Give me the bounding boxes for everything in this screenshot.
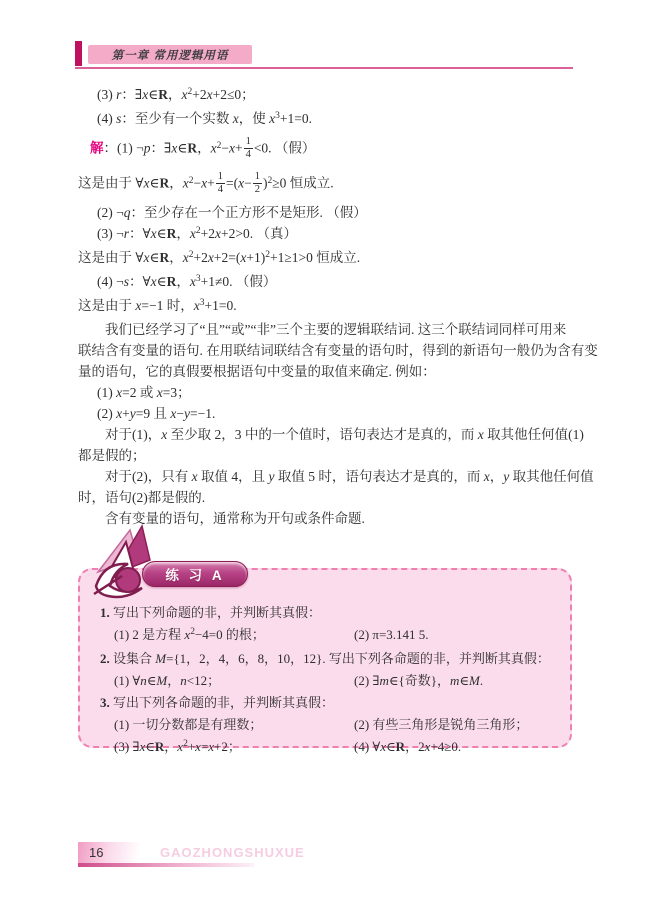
- text-segment: 都是假的；: [78, 448, 146, 464]
- text-segment: M: [155, 651, 167, 666]
- text-segment: m: [379, 673, 389, 688]
- text-segment: (4) ¬: [97, 274, 124, 290]
- text-line: [78, 487, 578, 508]
- text-segment: s: [123, 274, 129, 290]
- text-line: [78, 271, 578, 295]
- text-segment: x: [161, 427, 168, 443]
- text-segment: 2: [187, 87, 193, 97]
- text-segment: x: [208, 739, 215, 754]
- text-segment: R: [159, 175, 170, 191]
- text-line: [78, 340, 598, 361]
- text-segment: m: [449, 673, 460, 688]
- text-segment: .: [479, 673, 484, 688]
- text-segment: ∈: [386, 739, 396, 754]
- footer-bar: [78, 863, 254, 867]
- text-segment: +: [187, 739, 196, 754]
- fraction: $\frac{1}{4}$: [217, 171, 224, 196]
- text-segment: x: [182, 175, 189, 191]
- text-segment: n: [140, 673, 147, 688]
- column-left: [114, 670, 354, 692]
- text-segment: x: [182, 250, 189, 266]
- text-segment: (2): [97, 406, 117, 422]
- text-segment: R: [166, 226, 177, 242]
- column-right: [354, 670, 560, 692]
- text-segment: ={1，2，4，6，8，10，12}. 写出下列各命题的非，并判断其真假：: [166, 651, 550, 666]
- chapter-header: [88, 45, 252, 64]
- text-segment: x: [269, 111, 276, 126]
- text-segment: ≥0 恒成立.: [272, 175, 334, 191]
- text-segment: =−1 时，: [141, 298, 194, 314]
- column-left: [114, 624, 354, 648]
- text-segment: R: [159, 250, 170, 266]
- text-segment: M: [468, 673, 480, 688]
- text-segment: ，: [176, 226, 190, 242]
- text-segment: ：∃: [150, 140, 172, 156]
- text-segment: ，: [164, 739, 178, 754]
- text-line: [78, 295, 578, 319]
- text-segment: x: [139, 739, 146, 754]
- text-segment: x: [210, 140, 217, 156]
- text-segment: 写出下列各命题的非，并判断其真假：: [109, 695, 335, 710]
- text-segment: 2: [195, 226, 201, 237]
- text-segment: n: [180, 673, 187, 688]
- column-right: [354, 736, 560, 760]
- text-segment: ，: [176, 274, 190, 290]
- text-segment: −: [176, 406, 184, 422]
- text-line: [78, 445, 578, 466]
- text-segment: (2) π=3.141 5.: [354, 627, 429, 642]
- text-segment: 取其他任何值: [509, 469, 594, 485]
- column-right: [354, 624, 560, 648]
- text-segment: (1) 2 是方程: [114, 627, 185, 642]
- text-segment: M: [156, 673, 168, 688]
- text-line: [78, 132, 578, 167]
- text-line: [78, 167, 578, 202]
- text-segment: R: [395, 739, 406, 754]
- text-segment: x: [189, 274, 196, 290]
- header-divider: [75, 67, 573, 69]
- text-segment: ∈: [149, 250, 160, 266]
- text-segment: (2) ∃: [354, 673, 380, 688]
- text-segment: +2≤0；: [212, 87, 255, 102]
- text-segment: x: [483, 469, 490, 485]
- text-line: [78, 361, 578, 382]
- text-segment: x: [150, 226, 157, 242]
- text-segment: ，: [169, 250, 183, 266]
- text-segment: ：∀: [129, 226, 151, 242]
- text-segment: R: [187, 140, 198, 156]
- text-segment: −: [193, 175, 202, 191]
- text-segment: x: [195, 739, 201, 754]
- text-segment: ，: [167, 87, 182, 102]
- text-segment: (1) ∀: [114, 673, 141, 688]
- text-segment: ∈: [149, 175, 160, 191]
- text-segment: x: [143, 250, 150, 266]
- text-segment: 解: [90, 140, 104, 156]
- text-segment: y: [503, 469, 510, 485]
- text-segment: (3): [97, 87, 117, 102]
- text-segment: s: [116, 111, 122, 126]
- text-segment: y: [184, 406, 190, 422]
- text-segment: 对于(1)，: [105, 427, 162, 443]
- text-segment: x: [424, 739, 431, 754]
- text-segment: 3: [275, 111, 280, 121]
- column-left: [114, 736, 354, 760]
- text-segment: +2: [193, 250, 208, 266]
- text-segment: 2: [190, 627, 195, 637]
- text-segment: r: [123, 226, 129, 242]
- text-segment: x: [116, 406, 123, 422]
- exercise-content: [100, 602, 560, 760]
- page-number: 16: [89, 845, 104, 860]
- text-segment: 2: [216, 140, 222, 151]
- text-segment: 取值 5 时，语句表达才是真的，而: [274, 469, 484, 485]
- text-segment: ：(1) ¬: [103, 140, 144, 156]
- text-segment: ，: [197, 140, 211, 156]
- text-segment: 写出下列命题的非，并判断其真假：: [109, 605, 322, 620]
- page-body-text: [78, 84, 598, 529]
- text-segment: +1): [246, 250, 266, 266]
- text-segment: (2) 有些三角形是锐角三角形；: [354, 717, 529, 732]
- text-segment: <12；: [186, 673, 221, 688]
- text-segment: =2 或: [122, 385, 157, 401]
- text-segment: ，: [167, 673, 181, 688]
- text-segment: =: [200, 739, 209, 754]
- exercise-a-label: 练 习 A: [165, 568, 225, 583]
- text-segment: 2: [183, 739, 188, 749]
- text-segment: +1=0.: [279, 111, 312, 126]
- text-segment: ∈: [459, 673, 469, 688]
- text-segment: ：至少存在一个正方形不是矩形. （假）: [130, 205, 367, 221]
- text-segment: x: [170, 406, 177, 422]
- text-line: [78, 403, 578, 424]
- text-segment: 取其他任何值(1): [483, 427, 584, 443]
- text-segment: x: [156, 385, 163, 401]
- text-segment: −4=0 的根；: [194, 627, 265, 642]
- text-segment: +4≥0.: [430, 739, 462, 754]
- text-segment: +: [234, 140, 243, 156]
- text-segment: x: [215, 226, 222, 242]
- text-segment: 3.: [100, 695, 110, 710]
- text-segment: ，: [489, 469, 504, 485]
- text-segment: 联结含有变量的语句. 在用联结词联结含有变量的语句时，得到的新语句一般仍为含有变: [78, 343, 598, 359]
- text-segment: x: [181, 87, 188, 102]
- text-line: [78, 223, 578, 247]
- text-segment: 至少取 2，3 中的一个值时，语句表达才是真的，而: [167, 427, 478, 443]
- page-number-box: [78, 842, 145, 863]
- chapter-accent-bar: [75, 41, 82, 66]
- text-segment: ∈: [177, 140, 188, 156]
- text-segment: 我们已经学习了“且”“或”“非”三个主要的逻辑联结词. 这三个联结词同样可用来: [105, 322, 567, 338]
- two-column-line: [100, 624, 560, 648]
- text-segment: (4): [97, 111, 117, 126]
- text-segment: x: [238, 175, 245, 191]
- text-segment: =9 且: [135, 406, 171, 422]
- chapter-title: 第一章 常用逻辑用语: [111, 49, 229, 62]
- text-segment: +: [122, 406, 130, 422]
- text-segment: ，: [169, 175, 183, 191]
- text-segment: R: [154, 739, 165, 754]
- text-segment: x: [189, 226, 196, 242]
- exercise-badge: [84, 524, 264, 600]
- text-segment: y: [268, 469, 275, 485]
- text-segment: (1) 一切分数都是有理数；: [114, 717, 263, 732]
- two-column-line: [100, 670, 560, 692]
- text-segment: 2: [265, 250, 270, 261]
- text-segment: 2.: [100, 651, 110, 666]
- text-segment: 时，语句(2)都是假的.: [78, 490, 206, 506]
- text-segment: y: [129, 406, 136, 422]
- text-segment: +2>0. （真）: [221, 226, 298, 242]
- text-segment: +: [207, 175, 215, 191]
- fraction: $\frac{1}{2}$: [254, 171, 261, 196]
- text-segment: 这是由于 ∀: [78, 250, 144, 266]
- text-segment: +2: [192, 87, 207, 102]
- text-segment: x: [184, 627, 191, 642]
- column-right: [354, 714, 560, 736]
- text-line: [78, 108, 578, 132]
- text-segment: ): [263, 175, 268, 191]
- text-segment: 3: [199, 298, 205, 309]
- text-segment: =(: [226, 175, 239, 191]
- text-segment: p: [143, 140, 151, 156]
- text-segment: 2: [188, 175, 194, 186]
- text-line: [78, 202, 578, 223]
- text-segment: 对于(2)，只有: [105, 469, 192, 485]
- text-segment: x: [177, 739, 184, 754]
- text-segment: x: [142, 87, 149, 102]
- text-segment: x: [380, 739, 387, 754]
- text-segment: ：至少有一个实数: [121, 111, 233, 126]
- text-line: [100, 692, 560, 714]
- text-segment: 这是由于 ∀: [78, 175, 144, 191]
- text-segment: ∈: [156, 274, 167, 290]
- text-segment: <0. （假）: [253, 140, 316, 156]
- text-line: [78, 84, 578, 108]
- text-segment: ∈: [145, 739, 155, 754]
- text-segment: 3: [195, 274, 201, 285]
- text-segment: x: [191, 469, 198, 485]
- text-segment: =−1.: [190, 406, 216, 422]
- text-segment: x: [240, 250, 247, 266]
- text-segment: 取值 4，且: [197, 469, 269, 485]
- text-segment: 1.: [100, 605, 110, 620]
- fraction: $\frac{1}{4}$: [245, 136, 251, 161]
- two-column-line: [100, 736, 560, 760]
- text-segment: x: [135, 298, 142, 314]
- text-segment: q: [123, 205, 131, 221]
- text-segment: +2；: [214, 739, 241, 754]
- text-segment: r: [116, 87, 122, 102]
- text-segment: 2: [267, 175, 273, 186]
- text-segment: x: [201, 175, 208, 191]
- text-segment: x: [207, 250, 214, 266]
- text-segment: +1=0.: [204, 298, 237, 314]
- text-line: [78, 466, 594, 487]
- text-segment: ∈: [148, 87, 159, 102]
- text-segment: (1): [97, 385, 117, 401]
- text-segment: −: [244, 175, 252, 191]
- text-line: [78, 247, 578, 271]
- text-segment: −: [221, 140, 229, 156]
- text-line: [78, 319, 578, 340]
- text-line: [78, 382, 578, 403]
- text-line: [100, 648, 560, 670]
- text-segment: R: [166, 274, 177, 290]
- text-segment: x: [232, 111, 239, 126]
- text-segment: (3) ¬: [97, 226, 124, 242]
- text-segment: ，2: [405, 739, 425, 754]
- footer-watermark: GAOZHONGSHUXUE: [160, 845, 305, 860]
- text-segment: ：∀: [129, 274, 151, 290]
- column-left: [114, 714, 354, 736]
- text-segment: +2: [200, 226, 216, 242]
- text-segment: x: [228, 140, 235, 156]
- text-segment: ∈: [156, 226, 167, 242]
- exercise-a-pill: [142, 561, 248, 587]
- text-segment: +1≥1>0 恒成立.: [270, 250, 361, 266]
- two-column-line: [100, 714, 560, 736]
- text-segment: x: [171, 140, 178, 156]
- text-segment: (4) ∀: [354, 739, 381, 754]
- text-segment: x: [143, 175, 150, 191]
- text-segment: 含有变量的语句，通常称为开句或条件命题.: [105, 511, 365, 527]
- text-segment: x: [193, 298, 200, 314]
- text-segment: R: [158, 87, 168, 102]
- text-segment: ∈: [146, 673, 157, 688]
- text-segment: +2=(: [213, 250, 241, 266]
- text-segment: ：∃: [121, 87, 143, 102]
- text-segment: x: [477, 427, 484, 443]
- text-segment: ，使: [238, 111, 270, 126]
- text-segment: 量的语句，它的真假要根据语句中变量的取值来确定. 例如：: [78, 364, 436, 380]
- text-line: [100, 602, 560, 624]
- text-line: [78, 424, 584, 445]
- text-segment: 这是由于: [78, 298, 136, 314]
- text-segment: x: [150, 274, 157, 290]
- text-segment: 2: [188, 250, 194, 261]
- text-segment: (3) ∃: [114, 739, 140, 754]
- text-segment: 设集合: [109, 651, 156, 666]
- text-segment: ∈{奇数}，: [388, 673, 450, 688]
- text-segment: x: [116, 385, 123, 401]
- text-segment: +1≠0. （假）: [200, 274, 277, 290]
- text-segment: (2) ¬: [97, 205, 124, 221]
- text-segment: x: [206, 87, 213, 102]
- text-segment: =3；: [162, 385, 191, 401]
